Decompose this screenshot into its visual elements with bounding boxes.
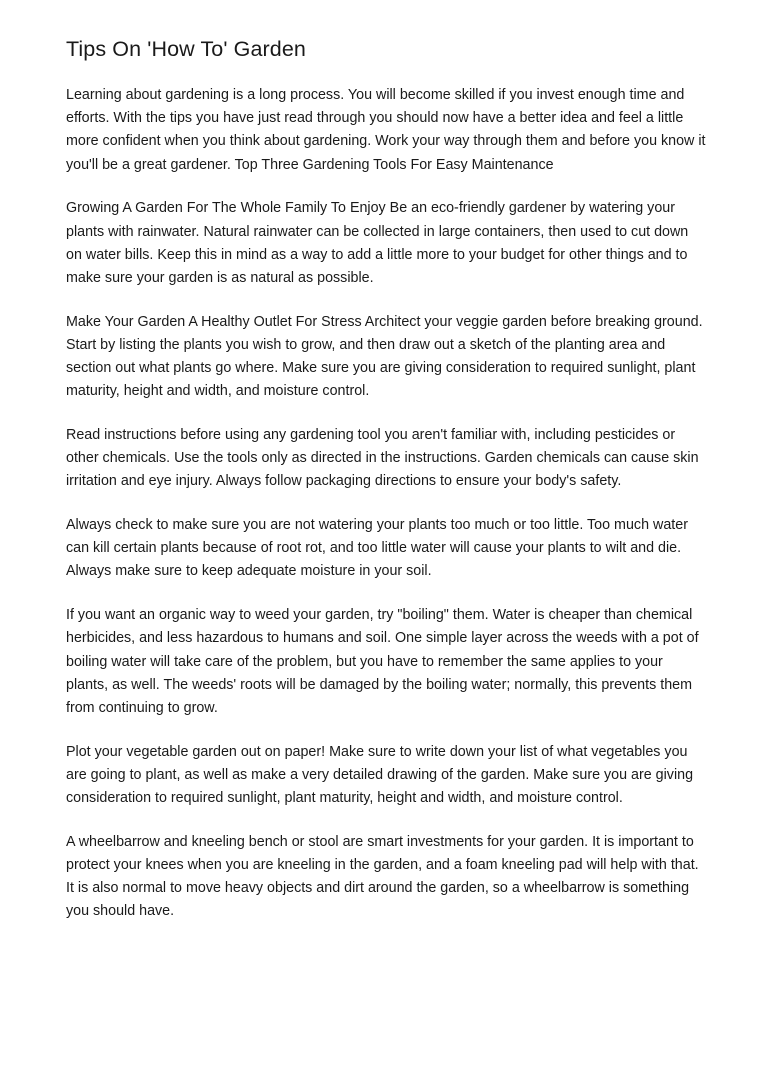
paragraph-3: Make Your Garden A Healthy Outlet For Stress Architect your veggie garden before breaking ground. Start by listing the plants you wish to grow, and then draw out a sketch of the planting area and section out what plants go where. Make sure you are giving consideration to required sunlight, plant maturity, height and width, and moisture control.	[66, 313, 703, 400]
document-page	[66, 36, 706, 944]
paragraph-4: Read instructions before using any gardening tool you aren't familiar with, including pesticides or other chemicals. Use the tools only as directed in the instructions. Garden chemicals can cause skin irritation and eye injury. Always follow packaging directions to ensure your body's safety.	[66, 426, 699, 490]
paragraph-8: A wheelbarrow and kneeling bench or stool are smart investments for your garden. It is important to protect your knees when you are kneeling in the garden, and a foam kneeling pad will help with that. It is also normal to move heavy objects and dirt around the garden, so a wheelbarrow is something you should have.	[66, 833, 699, 920]
page-title: Tips On 'How To' Garden	[66, 37, 306, 61]
paragraph-2: Growing A Garden For The Whole Family To Enjoy Be an eco-friendly gardener by watering your plants with rainwater. Natural rainwater can be collected in large containers, then used to cut down on water bills. Keep this in mind as a way to add a little more to your budget for other things and to make sure your garden is as natural as possible.	[66, 200, 689, 286]
paragraph-6: If you want an organic way to weed your garden, try "boiling" them. Water is cheaper than chemical herbicides, and less hazardous to humans and soil. One simple layer across the weeds with a pot of boiling water will take care of the problem, but you have to remember the same applies to your plants, as well. The weeds' roots will be damaged by the boiling water; normally, this prevents them from continuing to grow.	[66, 607, 699, 716]
paragraph-5: Always check to make sure you are not watering your plants too much or too little. Too much water can kill certain plants because of root rot, and too little water will cause your plants to wilt and die. Always make sure to keep adequate moisture in your soil.	[66, 517, 688, 580]
paragraph-1: Learning about gardening is a long process. You will become skilled if you invest enough time and efforts. With the tips you have just read through you should now have a better idea and feel a little more confident when you think about gardening. Work your way through them and before you know it you'll be a great gardener. Top Three Gardening Tools For Easy Maintenance	[66, 87, 706, 173]
paragraph-7: Plot your vegetable garden out on paper! Make sure to write down your list of what vegetables you are going to plant, as well as make a very detailed drawing of the garden. Make sure you are giving consideration to required sunlight, plant maturity, height and width, and moisture control.	[66, 743, 694, 807]
